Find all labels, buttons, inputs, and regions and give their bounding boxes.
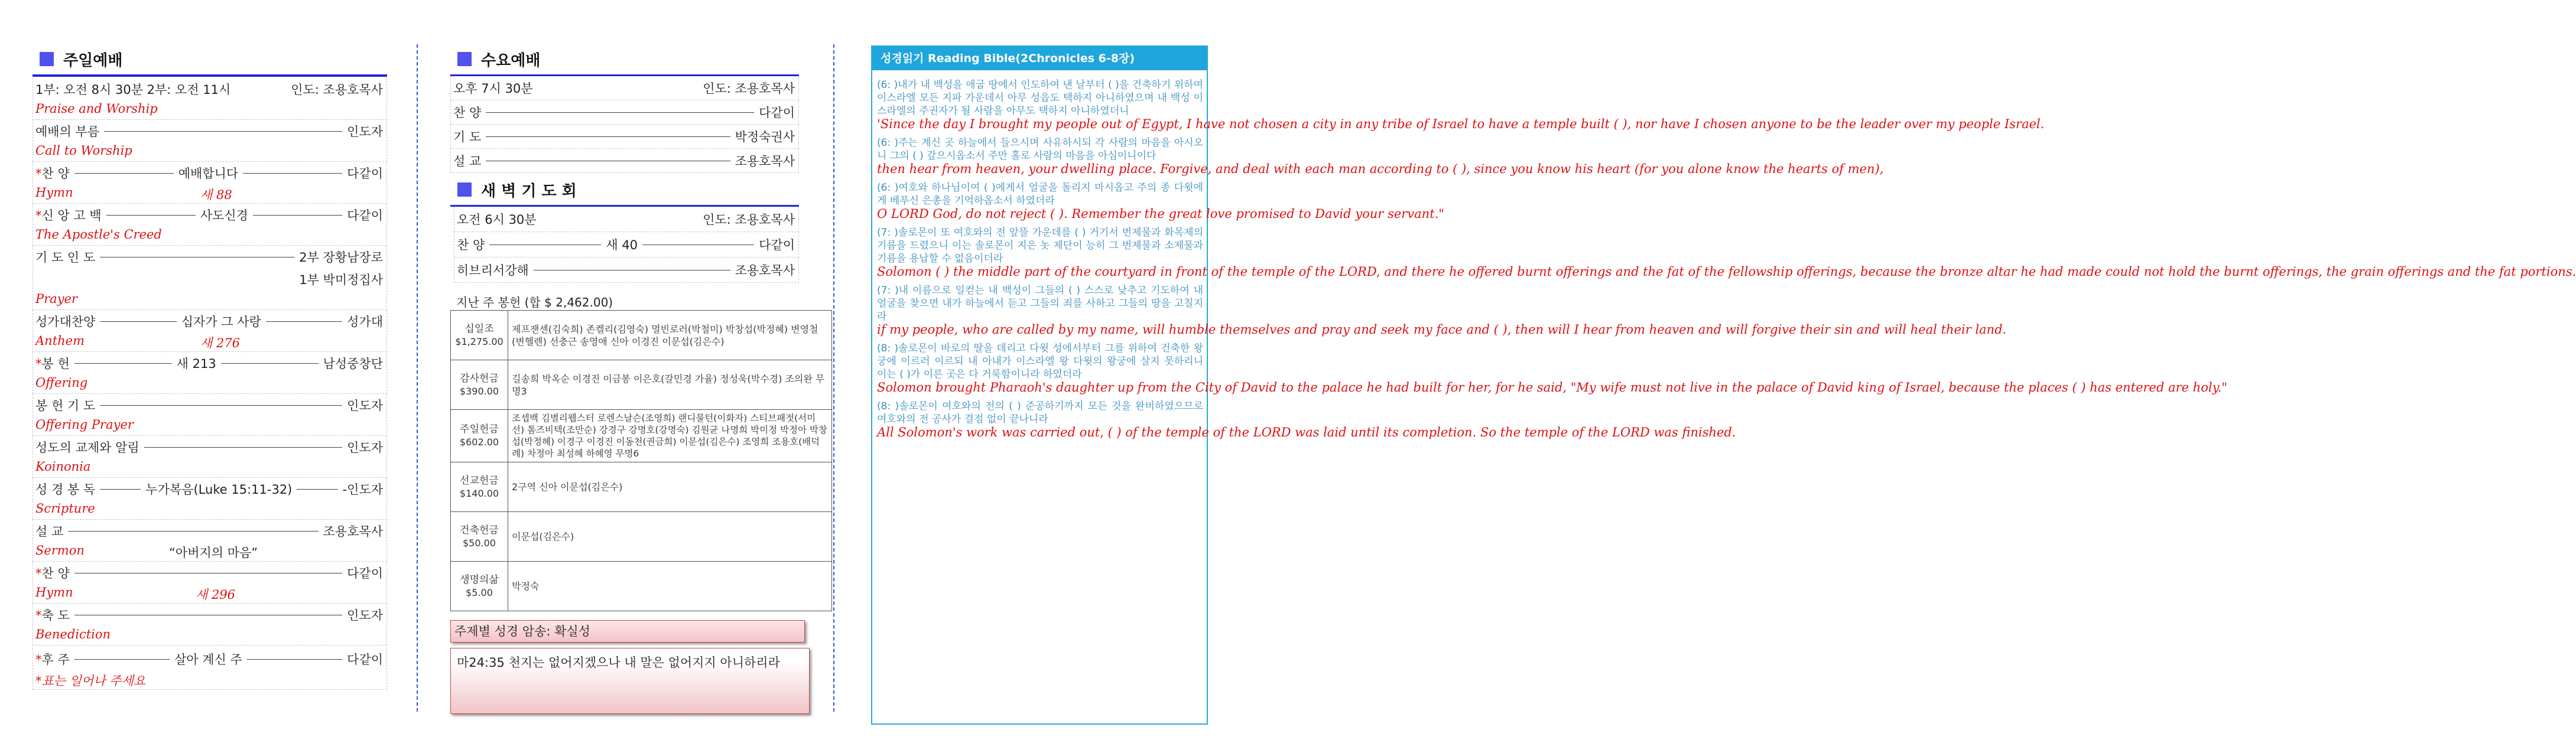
hymn-number: 새 296	[196, 588, 236, 602]
sunday-service-header	[33, 47, 387, 77]
item-leader: 박정숙권사	[735, 130, 795, 144]
table-row	[451, 410, 832, 462]
item-leader: 인도자	[347, 399, 383, 413]
square-bullet-icon	[40, 52, 54, 66]
service-item	[450, 125, 799, 149]
verse-english: 'Since the day I brought my people out of Egypt, I have not chosen a city in any tribe of Israel to have a temple built ( ), nor have I chosen anyone to be the leader over my people Israel.	[877, 117, 2045, 131]
verse-korean: (7: )솔로몬이 또 여호와의 전 앞뜰 가운데를 ( ) 거기서 번제물과 화목제의 기름을 드렸으니 이는 솔로몬이 지은 놋 제단이 능히 그 번제물과 소제물과 기름을 용납할 수 없음이더라	[877, 227, 1203, 265]
item-label: 히브리서강해	[457, 263, 529, 278]
english-label: Offering Prayer	[35, 418, 134, 432]
item-label: 후 주	[41, 653, 70, 667]
item-label: 성도의 교제와 알림	[35, 441, 139, 455]
item-leader: 다같이	[759, 106, 795, 120]
service-item	[33, 310, 387, 352]
item-label: 찬 양	[41, 167, 70, 181]
service-time: 오후 7시 30분	[453, 82, 533, 96]
item-title: 살아 계신 주	[174, 653, 242, 667]
bible-reading-title: 성경읽기 Reading Bible(2Chronicles 6-8장)	[872, 47, 1207, 70]
item-label: 기 도 인 도	[35, 250, 96, 265]
verse-english: Solomon ( ) the middle part of the courtyard in front of the temple of the LORD, and there he offered burnt offerings and the fat of the fellowship offerings, because the bronze altar he had made could not hold the burnt offerings, the grain offerings and the fat portions.	[877, 265, 2576, 279]
english-label: Koinonia	[35, 459, 91, 474]
verse-korean: (6: )내가 내 백성을 애굽 땅에서 인도하여 낸 날부터 ( )을 건축하기 위하여 이스라엘 모든 지파 가운데서 아무 성읍도 택하지 아니하였으며 내 백성 이스라엘의 주권자가 될 사람을 아무도 택하지 아니하였더니	[877, 79, 1203, 117]
item-leader: 성가대	[347, 315, 383, 329]
service-item	[33, 352, 387, 394]
service-time: 오전 6시 30분	[457, 213, 537, 227]
service-time: 1부: 오전 8시 30분 2부: 오전 11시	[35, 83, 231, 97]
item-leader: 인도자	[347, 608, 383, 622]
english-label: Praise and Worship	[35, 102, 158, 116]
sunday-service	[33, 47, 387, 690]
square-bullet-icon	[457, 182, 472, 197]
english-label: Offering	[35, 376, 88, 390]
hymn-number: 새 88	[200, 188, 232, 202]
offering-names: 이문섭(김은수)	[508, 512, 832, 562]
service-item	[33, 246, 387, 310]
service-item	[33, 520, 387, 562]
offering-names: 박정숙	[508, 562, 832, 611]
item-title: 사도신경	[200, 208, 248, 223]
item-label: 봉 헌	[41, 357, 70, 371]
stand-marker: *	[35, 357, 42, 371]
item-title: 새 40	[606, 238, 638, 252]
item-label: 찬 양	[41, 566, 70, 581]
offering-table	[450, 310, 832, 611]
stand-marker: *	[35, 608, 42, 622]
table-row	[451, 512, 832, 562]
offering-category: 생명의삶 $5.00	[451, 562, 508, 611]
section-title: 수요예배	[481, 52, 541, 70]
item-leader: 2부 장황남장로	[299, 250, 383, 265]
bible-reading-box	[871, 45, 2576, 725]
item-leader: 다같이	[347, 566, 383, 581]
item-label: 성가대찬양	[35, 315, 96, 329]
stand-marker: *	[35, 167, 42, 181]
service-item	[33, 394, 387, 436]
offering-category: 십일조 $1,275.00	[451, 311, 508, 360]
service-item	[450, 76, 799, 100]
stand-marker: *	[35, 566, 42, 581]
service-item	[450, 149, 799, 173]
verse-english: O LORD God, do not reject ( ). Remember the great love promised to David your servant."	[877, 207, 1444, 221]
english-label: Sermon	[35, 543, 85, 558]
service-item	[33, 648, 387, 690]
item-leader: 조용호목사	[735, 263, 795, 278]
table-row	[451, 360, 832, 410]
verse-korean: (6: )여호와 하나님이여 ( )에게서 얼굴을 돌리지 마시옵고 주의 종 다윗에게 베푸신 은총을 기억하옵소서 하였더라	[877, 182, 1203, 207]
stand-marker: *	[35, 208, 42, 223]
table-row	[451, 562, 832, 611]
item-label: 기 도	[453, 130, 482, 144]
standing-note: *표는 일어나 주세요	[35, 674, 146, 688]
verse-english: if my people, who are called by my name, will humble themselves and pray and seek my face and ( ), then will I hear from heaven and will forgive their sin and will heal their land.	[877, 322, 2007, 337]
sermon-title: “아버지의 마음”	[169, 546, 258, 560]
item-leader: 다같이	[347, 208, 383, 223]
english-label: Anthem	[35, 334, 85, 348]
offering-names: 조셉백 김별리웹스터 로렌스날슨(조영희) 랜디물턴(이화자) 스티브패젓(서미선) 톰즈비텍(조만순) 강경구 강명호(강명숙) 김원균 나명희 박미정 박정아 박창섭(박정혜) 이경구 이경진 이동천(권금희) 이문섭(김은수) 조영희 조용호(배덕례) 차정아 최성혜 하혜영 무명6	[508, 410, 832, 462]
item-leader: 1부 박미정집사	[299, 273, 383, 287]
leader: 인도: 조용호목사	[291, 83, 383, 97]
table-row	[451, 311, 832, 360]
verse-english: All Solomon's work was carried out, ( ) of the temple of the LORD was laid until its completion. So the temple of the LORD was finished.	[877, 425, 1736, 439]
offering-title: 지난 주 봉헌 (합 $ 2,462.00)	[456, 293, 613, 311]
english-label: Hymn	[35, 185, 73, 200]
item-label: 설 교	[453, 154, 482, 168]
bible-reading-text	[872, 70, 2576, 445]
english-label: Benediction	[35, 627, 111, 641]
offering-names: 제프잰센(김숙희) 존켈리(김영숙) 멀빈로러(박철미) 박창섭(박정혜) 변영철(변헬렌) 선충근 송영애 신아 이경진 이문섭(김은수)	[508, 311, 832, 360]
service-item	[33, 78, 387, 120]
item-title: 새 213	[176, 357, 216, 371]
item-title: 십자가 그 사랑	[181, 315, 261, 329]
item-label: 예배의 부름	[35, 125, 100, 139]
item-label: 성 경 봉 독	[35, 483, 96, 497]
offering-category: 주일헌금 $602.00	[451, 410, 508, 462]
verse-english: then hear from heaven, your dwelling place. Forgive, and deal with each man according to ( ), since you know his heart (for you alone know the hearts of men),	[877, 162, 1884, 176]
item-label: 찬 양	[453, 106, 482, 120]
offering-names: 2구역 신아 이문섭(김은수)	[508, 462, 832, 512]
item-title: 누가복음(Luke 15:11-32)	[145, 483, 293, 497]
memory-verse-text: 마24:35 천지는 없어지겠으나 내 말은 없어지지 아니하리라	[450, 648, 810, 714]
verse-korean: (6: )주는 계신 곳 하늘에서 들으시며 사유하시되 각 사람의 마음을 아시오니 그의 ( ) 갚으시옵소서 주만 홀로 사람의 마음을 아심이니이다	[877, 137, 1203, 162]
item-leader: 조용호목사	[735, 154, 795, 168]
section-title: 새 벽 기 도 회	[481, 182, 577, 200]
service-item	[33, 120, 387, 162]
dawn-prayer-header	[450, 178, 799, 207]
english-label: Prayer	[35, 292, 78, 306]
offering-category: 선교헌금 $140.00	[451, 462, 508, 512]
wednesday-service	[450, 47, 799, 283]
wednesday-service-header	[450, 47, 799, 76]
service-item	[454, 207, 799, 232]
offering-names: 길송희 박옥순 이경진 이금봉 이은호(갈민경 가율) 정성욱(박수경) 조의완 무명3	[508, 360, 832, 410]
verse-korean: (8: )솔로몬이 여호와의 전의 ( ) 준공하기까지 모든 것을 완비하였으므로 여호와의 전 공사가 결점 없이 끝나니라	[877, 400, 1203, 425]
item-leader: 인도자	[347, 441, 383, 455]
service-item	[33, 162, 387, 204]
english-label: The Apostle's Creed	[35, 227, 162, 242]
item-label: 설 교	[35, 524, 64, 539]
column-divider-left	[417, 44, 418, 712]
item-leader: 조용호목사	[323, 524, 383, 539]
item-leader: 인도자	[347, 125, 383, 139]
item-leader: -인도자	[342, 483, 384, 497]
verse-english: Solomon brought Pharaoh's daughter up from the City of David to the palace he had built for her, for he said, "My wife must not live in the palace of David king of Israel, because the places ( ) has entered are holy."	[877, 380, 2227, 395]
verse-korean: (7: )내 이름으로 일컫는 내 백성이 그들의 ( ) 스스로 낮추고 기도하여 내 얼굴을 찾으면 내가 하늘에서 듣고 그들의 죄를 사하고 그들의 땅을 고칠지라	[877, 285, 1203, 322]
verse-korean: (8: )솔로몬이 바로의 딸을 데리고 다윗 성에서부터 그를 위하여 건축한 왕궁에 이르러 이르되 내 아내가 이스라엘 왕 다윗의 왕궁에 살지 못하리니 이는 ( )가 이른 곳은 다 거룩함이니라 하였더라	[877, 343, 1203, 380]
item-leader: 다같이	[347, 653, 384, 667]
item-leader: 남성중창단	[323, 357, 384, 371]
service-item	[33, 436, 387, 478]
english-label: Scripture	[35, 501, 95, 516]
square-bullet-icon	[457, 52, 472, 66]
service-item	[33, 604, 387, 646]
item-label: 봉 헌 기 도	[35, 399, 96, 413]
english-label: Hymn	[35, 585, 73, 599]
section-title: 주일예배	[63, 52, 123, 70]
service-item	[450, 100, 799, 125]
service-item	[33, 478, 387, 520]
service-item	[33, 204, 387, 246]
item-label: 찬 양	[457, 238, 485, 252]
leader: 인도: 조용호목사	[703, 82, 795, 96]
item-leader: 다같이	[759, 238, 795, 252]
service-item	[454, 257, 799, 283]
offering-category: 건축헌금 $50.00	[451, 512, 508, 562]
english-label: Call to Worship	[35, 144, 132, 158]
offering-category: 감사헌금 $390.00	[451, 360, 508, 410]
table-row	[451, 462, 832, 512]
leader: 인도: 조용호목사	[703, 213, 795, 227]
item-title: 예배합니다	[178, 167, 239, 181]
stand-marker: *	[35, 653, 42, 667]
item-label: 축 도	[41, 608, 70, 622]
service-item	[33, 562, 387, 604]
hymn-number: 새 276	[200, 336, 241, 350]
item-label: 신 앙 고 백	[41, 208, 102, 223]
item-leader: 다같이	[347, 167, 384, 181]
service-item	[454, 232, 799, 257]
memory-verse-title: 주제별 성경 암송: 확실성	[450, 620, 805, 643]
column-divider-right	[833, 44, 834, 712]
